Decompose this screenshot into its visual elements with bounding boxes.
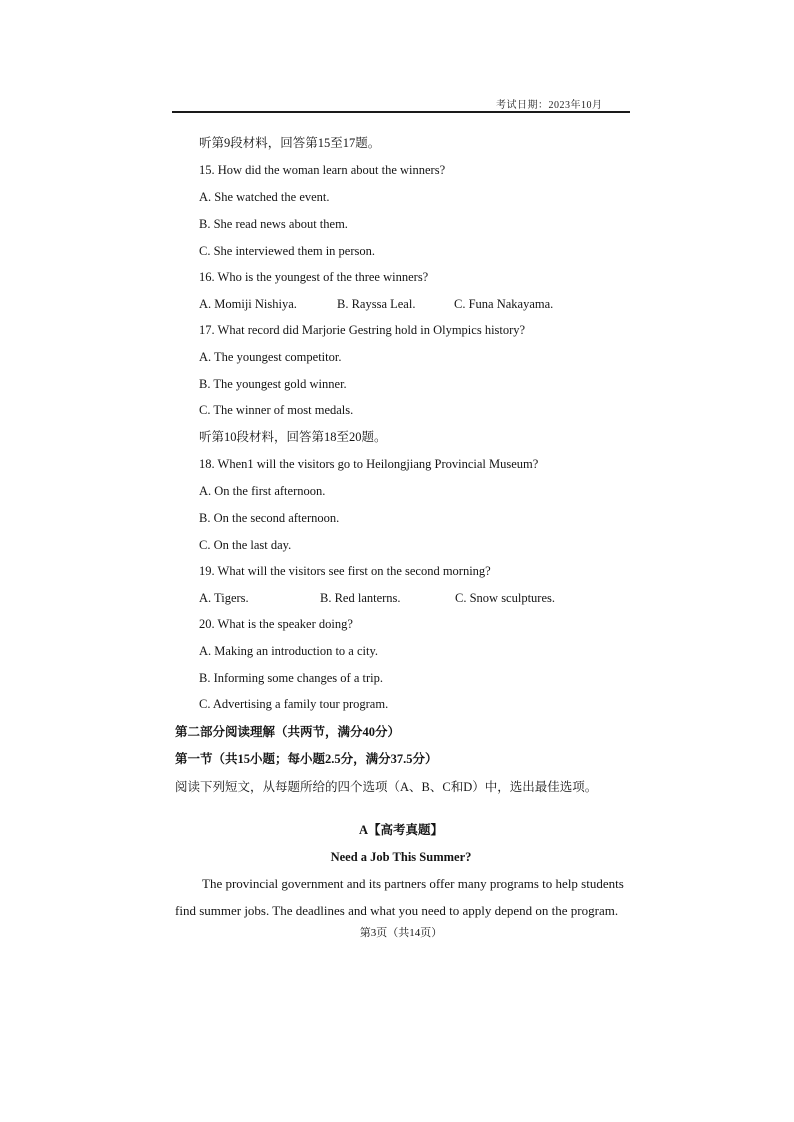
option-18a: A. On the first afternoon. xyxy=(199,484,326,498)
option-20b: B. Informing some changes of a trip. xyxy=(199,671,383,685)
option-17c: C. The winner of most medals. xyxy=(199,403,354,417)
option-15a: A. She watched the event. xyxy=(199,190,330,204)
question-15: 15. How did the woman learn about the winners? xyxy=(199,163,446,177)
passage-paragraph-line2: find summer jobs. The deadlines and what you need to apply depend on the program. xyxy=(175,903,619,918)
option-16c: C. Funa Nakayama. xyxy=(454,297,554,311)
part2-section1: 第一节（共15小题；每小题2.5分，满分37.5分） xyxy=(175,752,438,766)
section-intro: 听第9段材料，回答第15至17题。 xyxy=(199,136,381,150)
section-intro: 听第10段材料，回答第18至20题。 xyxy=(199,430,387,444)
option-19a: A. Tigers. xyxy=(199,591,249,605)
header-divider xyxy=(172,111,630,113)
option-18b: B. On the second afternoon. xyxy=(199,511,340,525)
option-19b: B. Red lanterns. xyxy=(320,591,401,605)
exam-date: 考试日期：2023年10月 xyxy=(496,100,603,111)
option-19c: C. Snow sculptures. xyxy=(455,591,555,605)
question-19: 19. What will the visitors see first on the second morning? xyxy=(199,564,491,578)
option-15b: B. She read news about them. xyxy=(199,217,348,231)
question-20: 20. What is the speaker doing? xyxy=(199,617,353,631)
question-16: 16. Who is the youngest of the three winners? xyxy=(199,270,429,284)
option-18c: C. On the last day. xyxy=(199,538,292,552)
options-16-row xyxy=(199,296,619,312)
question-18: 18. When1 will the visitors go to Heilongjiang Provincial Museum? xyxy=(199,457,539,471)
passage-title: Need a Job This Summer? xyxy=(330,850,472,864)
page-number: 第3页（共14页） xyxy=(359,927,443,939)
option-20c: C. Advertising a family tour program. xyxy=(199,697,389,711)
part2-instruction: 阅读下列短文，从每题所给的四个选项（A、B、C和D）中，选出最佳选项。 xyxy=(175,780,598,794)
option-16a: A. Momiji Nishiya. xyxy=(199,297,297,311)
option-16b: B. Rayssa Leal. xyxy=(337,297,416,311)
passage-paragraph-line1: The provincial government and its partners offer many programs to help students xyxy=(202,876,624,891)
question-17: 17. What record did Marjorie Gestring hold in Olympics history? xyxy=(199,323,526,337)
option-20a: A. Making an introduction to a city. xyxy=(199,644,379,658)
passage-label: A【高考真题】 xyxy=(358,823,444,837)
option-15c: C. She interviewed them in person. xyxy=(199,244,376,258)
option-17b: B. The youngest gold winner. xyxy=(199,377,347,391)
option-17a: A. The youngest competitor. xyxy=(199,350,342,364)
options-19-row xyxy=(199,590,619,606)
part2-title: 第二部分阅读理解（共两节，满分40分） xyxy=(175,725,401,739)
